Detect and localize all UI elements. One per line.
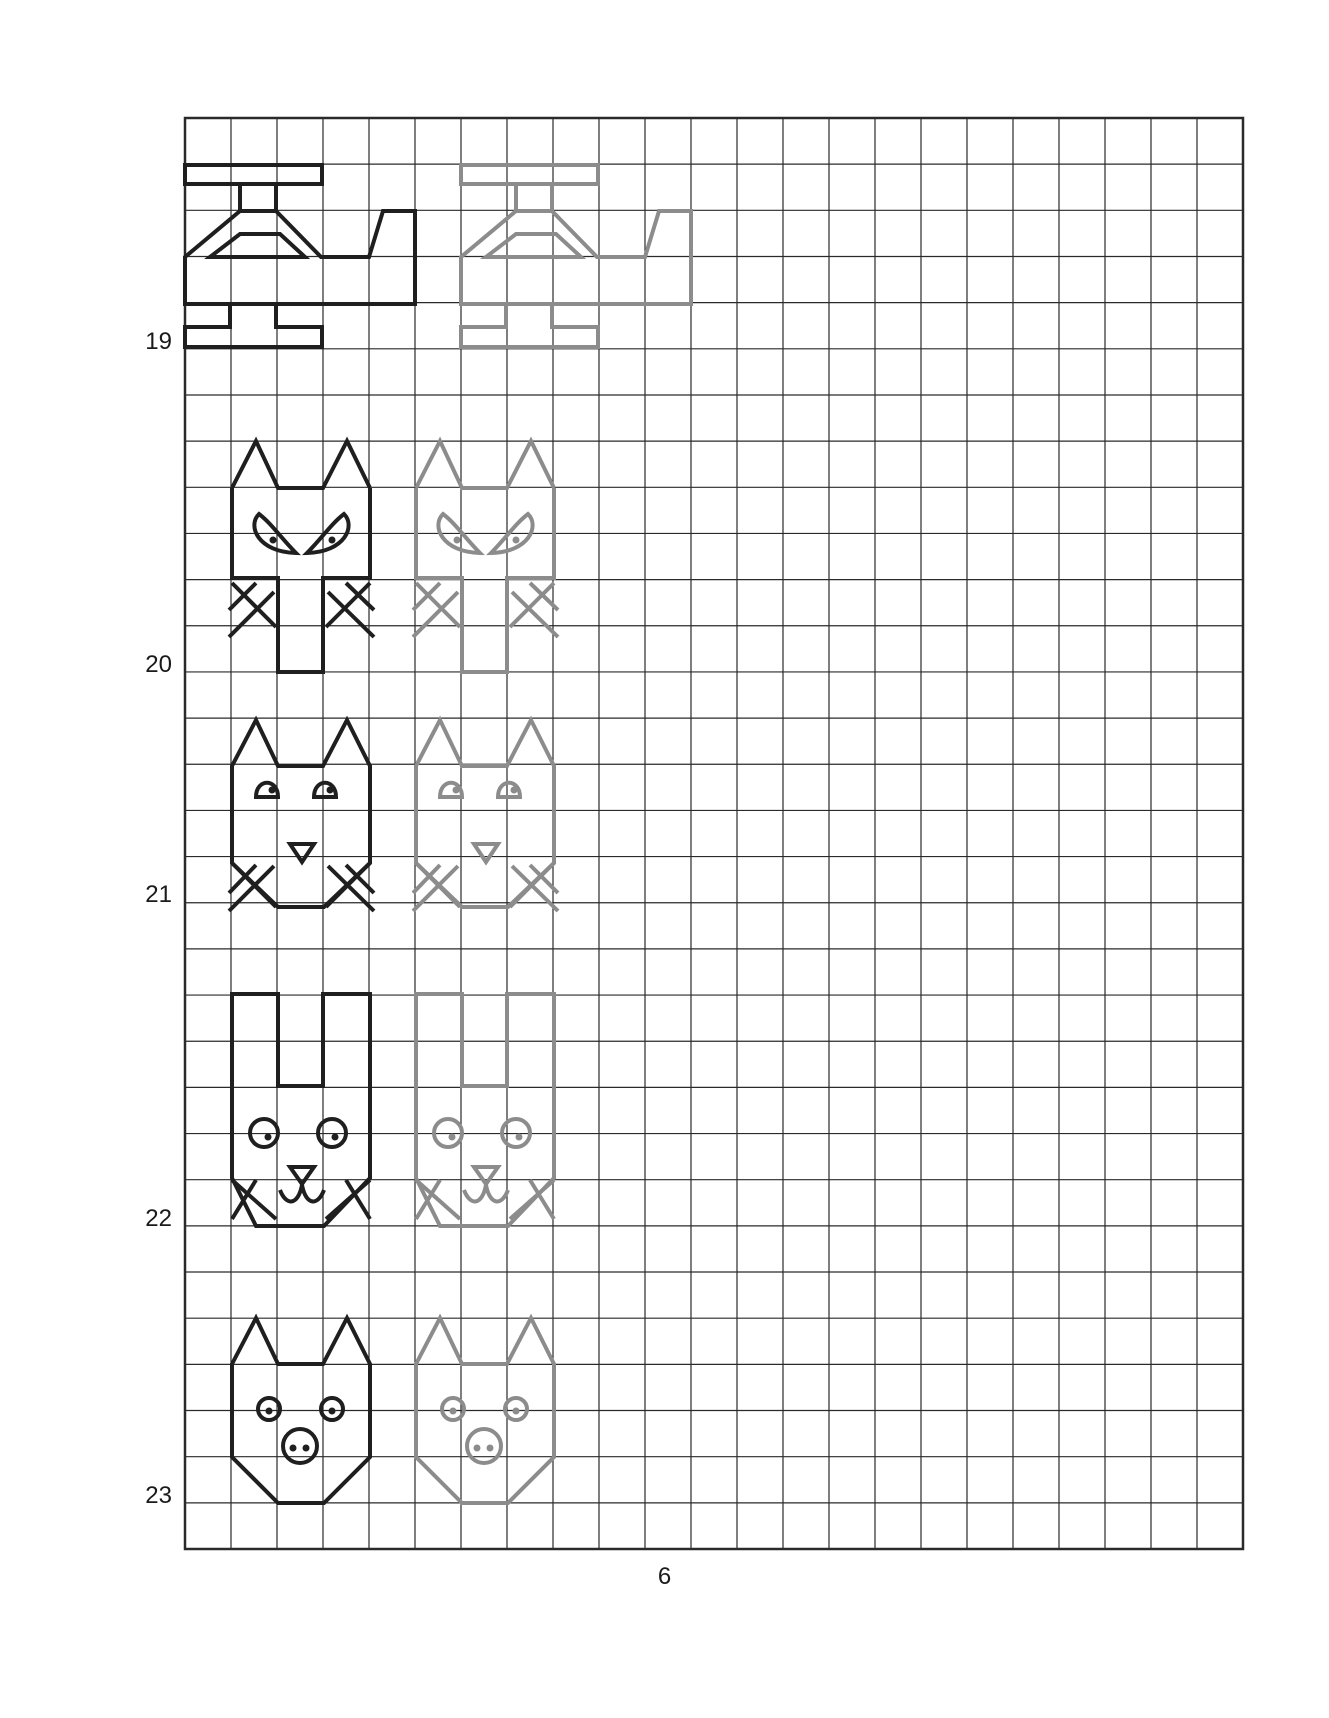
cat-face-icon — [413, 441, 558, 672]
row-number-21: 21 — [145, 881, 172, 908]
rabbit-face-icon — [232, 994, 370, 1226]
page-number: 6 — [657, 1563, 672, 1590]
grid-lines — [185, 118, 1243, 1549]
cat-face-icon — [413, 720, 558, 911]
grid-border — [185, 118, 1243, 1549]
row-number-20: 20 — [145, 651, 172, 678]
cat-face-icon — [229, 720, 374, 911]
model-drawings — [185, 165, 415, 1503]
trace-drawings — [413, 165, 691, 1503]
rabbit-face-icon — [416, 994, 554, 1226]
cat-face-icon — [229, 441, 374, 672]
row-number-19: 19 — [145, 328, 172, 355]
row-number-22: 22 — [145, 1205, 172, 1232]
row-number-23: 23 — [145, 1482, 172, 1509]
